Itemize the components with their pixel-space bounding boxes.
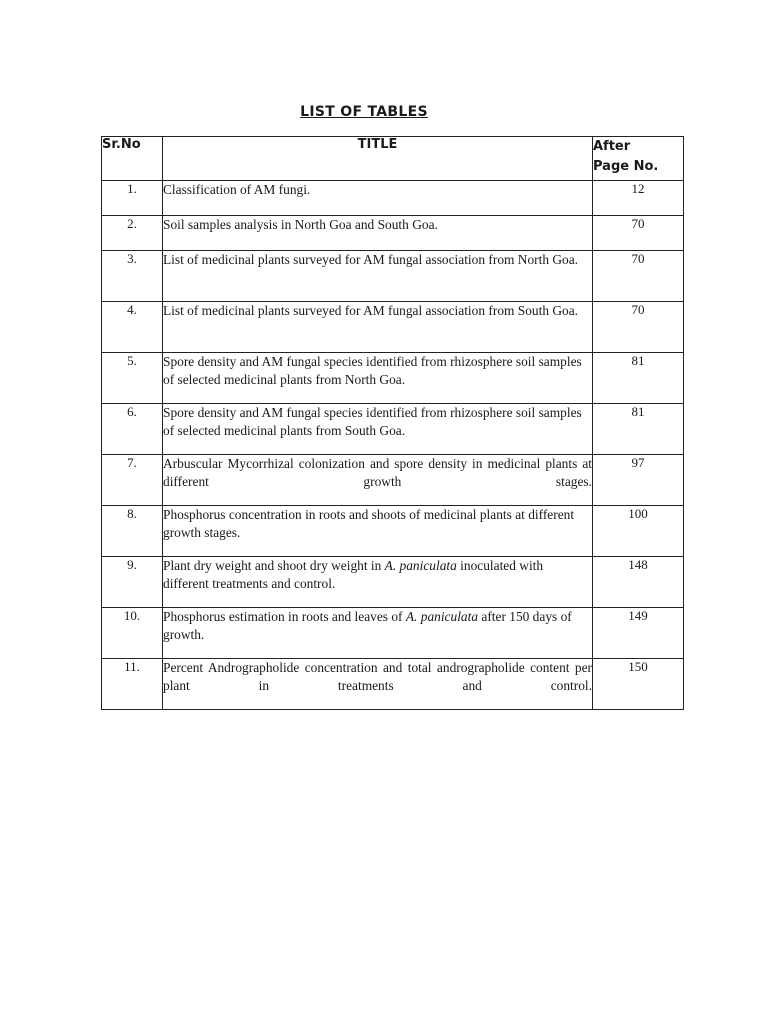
species-name: A. paniculata — [384, 558, 457, 573]
row-number: 11. — [102, 659, 163, 710]
table-row — [102, 302, 684, 353]
row-page: 100 — [593, 506, 684, 557]
table-row — [102, 608, 684, 659]
row-number: 2. — [102, 216, 163, 251]
row-title: Arbuscular Mycorrhizal colonization and spore density in medicinal plants at different growth stages. — [163, 455, 593, 506]
row-title: Spore density and AM fungal species identified from rhizosphere soil samples of selected medicinal plants from North Goa. — [163, 353, 593, 404]
row-title — [163, 608, 593, 659]
row-page: 81 — [593, 353, 684, 404]
table-row — [102, 353, 684, 404]
table-row — [102, 659, 684, 710]
header-page-line1: After — [593, 139, 631, 154]
page-title: LIST OF TABLES — [300, 104, 428, 120]
row-page: 148 — [593, 557, 684, 608]
table-row — [102, 404, 684, 455]
table-row — [102, 506, 684, 557]
header-sr-no: Sr.No — [102, 137, 163, 181]
row-title: List of medicinal plants surveyed for AM fungal association from North Goa. — [163, 251, 593, 302]
header-row — [102, 137, 684, 181]
row-number: 6. — [102, 404, 163, 455]
row-title: Soil samples analysis in North Goa and South Goa. — [163, 216, 593, 251]
row-page: 12 — [593, 181, 684, 216]
row-number: 8. — [102, 506, 163, 557]
row-number: 5. — [102, 353, 163, 404]
table-row — [102, 455, 684, 506]
row-page: 150 — [593, 659, 684, 710]
row-number: 10. — [102, 608, 163, 659]
header-title: TITLE — [163, 137, 593, 181]
row-page: 81 — [593, 404, 684, 455]
row-number: 9. — [102, 557, 163, 608]
row-title: List of medicinal plants surveyed for AM fungal association from South Goa. — [163, 302, 593, 353]
row-page: 70 — [593, 216, 684, 251]
header-page-no — [593, 137, 684, 181]
row-title: Percent Andrographolide concentration and total andrographolide content per plant in treatments and control. — [163, 659, 593, 710]
row-page: 97 — [593, 455, 684, 506]
table-row — [102, 251, 684, 302]
row-number: 7. — [102, 455, 163, 506]
row-title-text: Phosphorus estimation in roots and leaves of — [163, 609, 406, 624]
species-name: A. paniculata — [405, 609, 479, 624]
row-page: 70 — [593, 251, 684, 302]
row-title: Spore density and AM fungal species identified from rhizosphere soil samples of selected medicinal plants from South Goa. — [163, 404, 593, 455]
row-title-text: after 150 days of growth. — [163, 609, 572, 642]
row-title — [163, 557, 593, 608]
row-page: 149 — [593, 608, 684, 659]
row-number: 1. — [102, 181, 163, 216]
list-of-tables — [101, 136, 684, 710]
row-number: 4. — [102, 302, 163, 353]
row-page: 70 — [593, 302, 684, 353]
table-row — [102, 181, 684, 216]
header-page-line2: Page No. — [593, 159, 659, 174]
row-number: 3. — [102, 251, 163, 302]
row-title-text: inoculated with different treatments and control. — [163, 558, 544, 591]
table-row — [102, 557, 684, 608]
row-title-text: Plant dry weight and shoot dry weight in — [163, 558, 385, 573]
table-row — [102, 216, 684, 251]
row-title: Phosphorus concentration in roots and shoots of medicinal plants at different growth stages. — [163, 506, 593, 557]
row-title: Classification of AM fungi. — [163, 181, 593, 216]
